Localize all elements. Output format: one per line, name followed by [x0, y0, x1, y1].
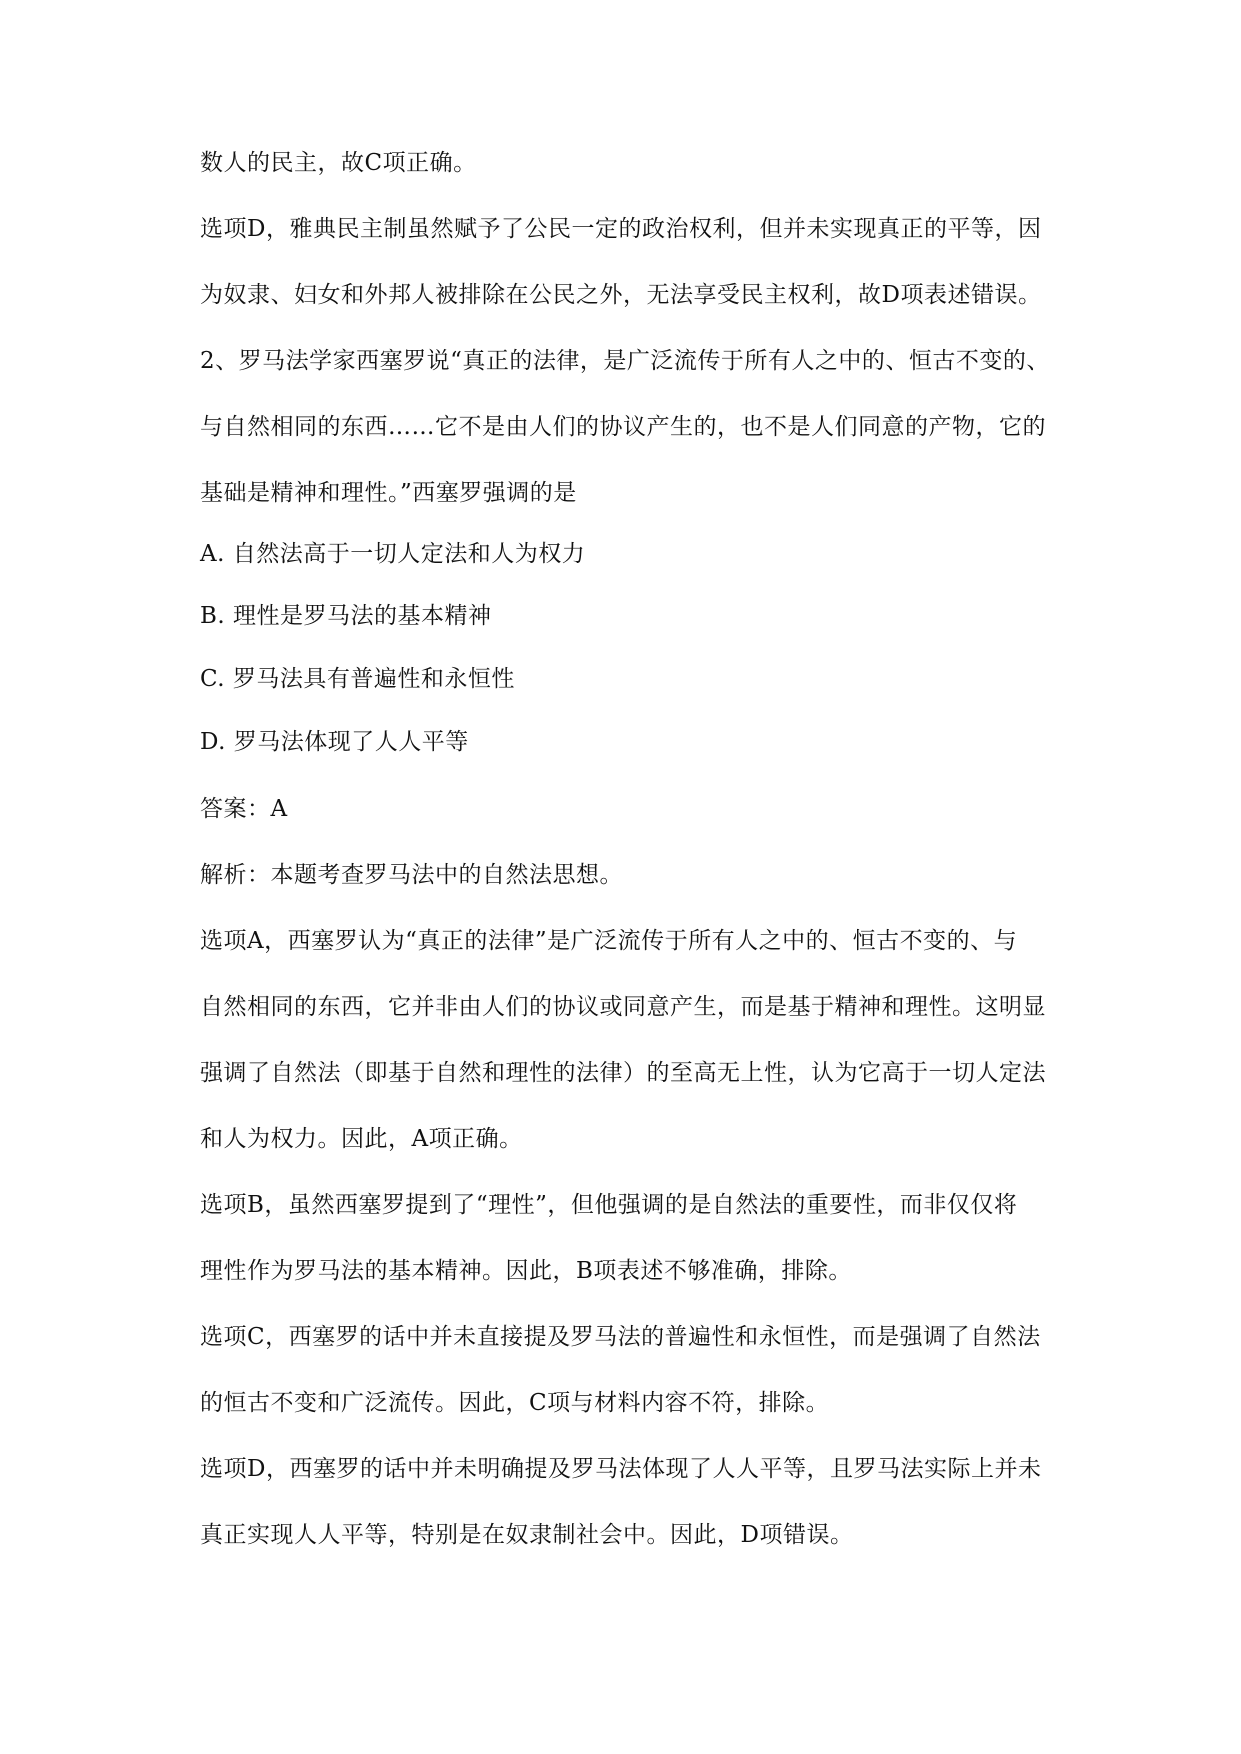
option-d: D. 罗马法体现了人人平等: [200, 729, 469, 755]
analysis-intro: 解析：本题考查罗马法中的自然法思想。: [200, 862, 623, 888]
analysis-line: 的恒古不变和广泛流传。因此，C项与材料内容不符，排除。: [200, 1390, 830, 1416]
option-c: C. 罗马法具有普遍性和永恒性: [200, 666, 515, 692]
analysis-line: 和人为权力。因此，A项正确。: [200, 1126, 523, 1152]
analysis-line: 理性作为罗马法的基本精神。因此，B项表述不够准确，排除。: [200, 1258, 852, 1284]
question-stem: 2、罗马法学家西塞罗说“真正的法律，是广泛流传于所有人之中的、恒古不变的、: [200, 348, 1050, 374]
question-stem: 基础是精神和理性。”西塞罗强调的是: [200, 480, 577, 506]
text-line: 选项D，雅典民主制虽然赋予了公民一定的政治权利，但并未实现真正的平等，因: [200, 216, 1042, 242]
analysis-line: 选项A，西塞罗认为“真正的法律”是广泛流传于所有人之中的、恒古不变的、与: [200, 928, 1018, 954]
text-line: 为奴隶、妇女和外邦人被排除在公民之外，无法享受民主权利，故D项表述错误。: [200, 282, 1042, 308]
answer: 答案：A: [200, 796, 288, 822]
analysis-line: 自然相同的东西，它并非由人们的协议或同意产生，而是基于精神和理性。这明显: [200, 994, 1046, 1020]
analysis-line: 选项C，西塞罗的话中并未直接提及罗马法的普遍性和永恒性，而是强调了自然法: [200, 1324, 1041, 1350]
question-stem: 与自然相同的东西……它不是由人们的协议产生的，也不是人们同意的产物，它的: [200, 414, 1046, 440]
option-a: A. 自然法高于一切人定法和人为权力: [200, 541, 586, 567]
analysis-line: 强调了自然法（即基于自然和理性的法律）的至高无上性，认为它高于一切人定法: [200, 1060, 1046, 1086]
analysis-line: 选项B，虽然西塞罗提到了“理性”，但他强调的是自然法的重要性，而非仅仅将: [200, 1192, 1018, 1218]
option-b: B. 理性是罗马法的基本精神: [200, 603, 492, 629]
analysis-line: 真正实现人人平等，特别是在奴隶制社会中。因此，D项错误。: [200, 1522, 854, 1548]
text-line: 数人的民主，故C项正确。: [200, 150, 477, 176]
analysis-line: 选项D，西塞罗的话中并未明确提及罗马法体现了人人平等，且罗马法实际上并未: [200, 1456, 1042, 1482]
